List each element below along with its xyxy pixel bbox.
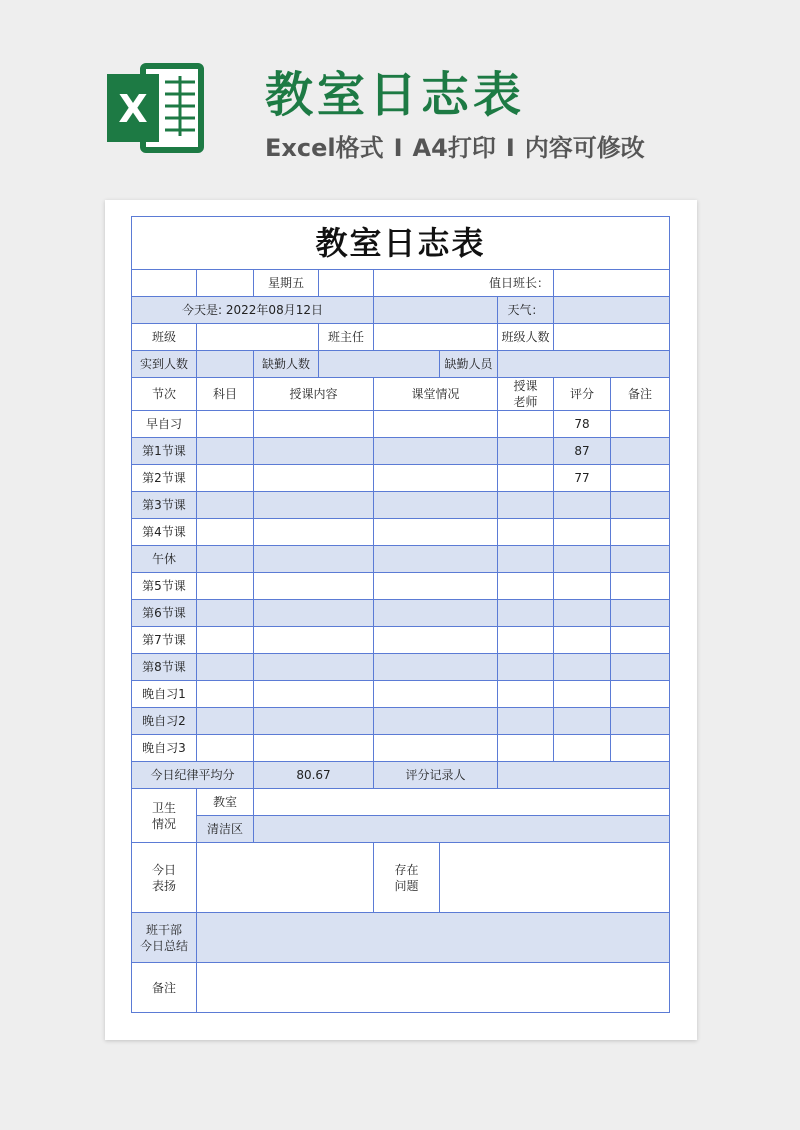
praise-value[interactable] (197, 843, 374, 913)
weather-label: 天气： (498, 297, 554, 324)
table-row (132, 546, 670, 573)
period-name: 第3节课 (132, 492, 197, 519)
content-cell[interactable] (254, 438, 374, 465)
table-row (132, 573, 670, 600)
classroom-log-table (131, 216, 670, 1013)
period-name: 第8节课 (132, 654, 197, 681)
note-cell[interactable] (611, 492, 670, 519)
subject-cell[interactable] (197, 519, 254, 546)
teacher-cell[interactable] (498, 708, 554, 735)
recorder-value[interactable] (498, 762, 670, 789)
summary-label (132, 913, 197, 963)
table-row (132, 519, 670, 546)
subject-cell[interactable] (197, 438, 254, 465)
teacher-cell[interactable] (498, 600, 554, 627)
weather-value[interactable] (554, 297, 670, 324)
class-value[interactable] (197, 324, 319, 351)
note-cell[interactable] (611, 546, 670, 573)
subtitle-separator: I (505, 134, 515, 162)
summary-value[interactable] (197, 913, 670, 963)
period-name: 晚自习2 (132, 708, 197, 735)
banner (0, 0, 800, 200)
score-cell[interactable] (554, 492, 611, 519)
avg-label: 今日纪律平均分 (132, 762, 254, 789)
situation-cell[interactable] (374, 708, 498, 735)
column-header-row (132, 378, 670, 411)
issues-label (374, 843, 440, 913)
col-header-situation: 课堂情况 (374, 378, 498, 411)
situation-cell[interactable] (374, 735, 498, 762)
head-teacher-label: 班主任 (319, 324, 374, 351)
period-name: 晚自习1 (132, 681, 197, 708)
score-cell[interactable] (554, 708, 611, 735)
class-size-label: 班级人数 (498, 324, 554, 351)
col-header-teacher (498, 378, 554, 411)
table-row (132, 492, 670, 519)
teacher-cell[interactable] (498, 627, 554, 654)
absent-people-value[interactable] (498, 351, 670, 378)
banner-title: 教室日志表 (265, 67, 526, 123)
note-cell[interactable] (611, 438, 670, 465)
period-name: 第1节课 (132, 438, 197, 465)
teacher-cell[interactable] (498, 681, 554, 708)
head-teacher-value[interactable] (374, 324, 498, 351)
hygiene-label (132, 789, 197, 843)
classroom-hygiene-value[interactable] (254, 789, 670, 816)
content-cell[interactable] (254, 492, 374, 519)
present-value[interactable] (197, 351, 254, 378)
note-cell[interactable] (611, 411, 670, 438)
present-label: 实到人数 (132, 351, 197, 378)
situation-cell[interactable] (374, 519, 498, 546)
score-cell[interactable]: 78 (554, 411, 611, 438)
issues-value[interactable] (440, 843, 670, 913)
remarks-value[interactable] (197, 963, 670, 1013)
subject-cell[interactable] (197, 465, 254, 492)
monitor-label (374, 270, 554, 297)
monitor-value[interactable] (554, 270, 670, 297)
note-cell[interactable] (611, 519, 670, 546)
teacher-cell[interactable] (498, 438, 554, 465)
issues-label-text: 存在 问题 (394, 862, 419, 893)
sheet-title: 教室日志表 (132, 217, 670, 270)
score-cell[interactable] (554, 735, 611, 762)
teacher-cell[interactable] (498, 411, 554, 438)
teacher-cell[interactable] (498, 519, 554, 546)
period-name: 第2节课 (132, 465, 197, 492)
cell-blank[interactable] (374, 297, 498, 324)
score-cell[interactable] (554, 600, 611, 627)
clean-area-label: 清洁区 (197, 816, 254, 843)
subject-cell[interactable] (197, 492, 254, 519)
col-header-teacher-text: 授课 老师 (513, 379, 538, 409)
subtitle-print: A4打印 (412, 134, 496, 162)
cell-blank[interactable] (319, 270, 374, 297)
situation-cell[interactable] (374, 681, 498, 708)
avg-value[interactable]: 80.67 (254, 762, 374, 789)
table-row (132, 411, 670, 438)
content-cell[interactable] (254, 627, 374, 654)
excel-logo-letter: X (118, 87, 148, 131)
situation-cell[interactable] (374, 573, 498, 600)
teacher-cell[interactable] (498, 654, 554, 681)
content-cell[interactable] (254, 600, 374, 627)
col-header-score: 评分 (554, 378, 611, 411)
classroom-label: 教室 (197, 789, 254, 816)
note-cell[interactable] (611, 681, 670, 708)
note-cell[interactable] (611, 465, 670, 492)
situation-cell[interactable] (374, 600, 498, 627)
score-cell[interactable]: 77 (554, 465, 611, 492)
teacher-cell[interactable] (498, 465, 554, 492)
absent-people-label: 缺勤人员 (440, 351, 498, 378)
cell-blank[interactable] (132, 270, 197, 297)
situation-cell[interactable] (374, 411, 498, 438)
hygiene-label-text: 卫生 情况 (151, 800, 176, 831)
recorder-label: 评分记录人 (374, 762, 498, 789)
score-cell[interactable] (554, 573, 611, 600)
note-cell[interactable] (611, 735, 670, 762)
situation-cell[interactable] (374, 654, 498, 681)
score-cell[interactable] (554, 546, 611, 573)
subtitle-editable: 内容可修改 (524, 134, 645, 162)
situation-cell[interactable] (374, 546, 498, 573)
situation-cell[interactable] (374, 492, 498, 519)
teacher-cell[interactable] (498, 546, 554, 573)
absent-count-value[interactable] (319, 351, 440, 378)
excel-icon (105, 60, 205, 156)
cell-blank[interactable] (197, 270, 254, 297)
weekday-cell[interactable]: 星期五 (254, 270, 319, 297)
note-cell[interactable] (611, 600, 670, 627)
situation-cell[interactable] (374, 627, 498, 654)
table-row (132, 735, 670, 762)
subtitle-format: Excel格式 (265, 134, 384, 162)
subject-cell[interactable] (197, 654, 254, 681)
content-cell[interactable] (254, 411, 374, 438)
teacher-cell[interactable] (498, 492, 554, 519)
class-label: 班级 (132, 324, 197, 351)
situation-cell[interactable] (374, 465, 498, 492)
col-header-subject: 科目 (197, 378, 254, 411)
col-header-note: 备注 (611, 378, 670, 411)
subject-cell[interactable] (197, 411, 254, 438)
note-cell[interactable] (611, 573, 670, 600)
content-cell[interactable] (254, 735, 374, 762)
content-cell[interactable] (254, 465, 374, 492)
period-name: 第7节课 (132, 627, 197, 654)
teacher-cell[interactable] (498, 735, 554, 762)
teacher-cell[interactable] (498, 573, 554, 600)
praise-label (132, 843, 197, 913)
note-cell[interactable] (611, 708, 670, 735)
table-row (132, 438, 670, 465)
praise-label-text: 今日 表扬 (151, 862, 176, 893)
period-name: 晚自习3 (132, 735, 197, 762)
score-cell[interactable] (554, 627, 611, 654)
summary-label-text: 班干部 今日总结 (139, 922, 188, 953)
period-name: 第4节课 (132, 519, 197, 546)
score-cell[interactable] (554, 654, 611, 681)
monitor-label-text: 值日班长： (488, 276, 549, 290)
subject-cell[interactable] (197, 573, 254, 600)
clean-area-value[interactable] (254, 816, 670, 843)
col-header-content: 授课内容 (254, 378, 374, 411)
col-header-period: 节次 (132, 378, 197, 411)
content-cell[interactable] (254, 546, 374, 573)
period-name: 午休 (132, 546, 197, 573)
banner-subtitle (265, 128, 645, 163)
subject-cell[interactable] (197, 681, 254, 708)
score-cell[interactable] (554, 519, 611, 546)
subject-cell[interactable] (197, 708, 254, 735)
score-cell[interactable] (554, 681, 611, 708)
log-sheet (105, 200, 697, 1040)
subject-cell[interactable] (197, 735, 254, 762)
table-row (132, 654, 670, 681)
content-cell[interactable] (254, 519, 374, 546)
period-name: 第5节课 (132, 573, 197, 600)
absent-count-label: 缺勤人数 (254, 351, 319, 378)
today-date[interactable]: 今天是: 2022年08月12日 (132, 297, 374, 324)
table-row (132, 627, 670, 654)
content-cell[interactable] (254, 708, 374, 735)
score-cell[interactable]: 87 (554, 438, 611, 465)
note-cell[interactable] (611, 654, 670, 681)
subtitle-separator: I (393, 134, 403, 162)
content-cell[interactable] (254, 681, 374, 708)
subject-cell[interactable] (197, 600, 254, 627)
class-size-value[interactable] (554, 324, 670, 351)
period-name: 早自习 (132, 411, 197, 438)
content-cell[interactable] (254, 654, 374, 681)
situation-cell[interactable] (374, 438, 498, 465)
remarks-label: 备注 (132, 963, 197, 1013)
subject-cell[interactable] (197, 627, 254, 654)
table-row (132, 681, 670, 708)
period-name: 第6节课 (132, 600, 197, 627)
table-row (132, 600, 670, 627)
note-cell[interactable] (611, 627, 670, 654)
subject-cell[interactable] (197, 546, 254, 573)
table-row (132, 465, 670, 492)
table-row (132, 708, 670, 735)
content-cell[interactable] (254, 573, 374, 600)
